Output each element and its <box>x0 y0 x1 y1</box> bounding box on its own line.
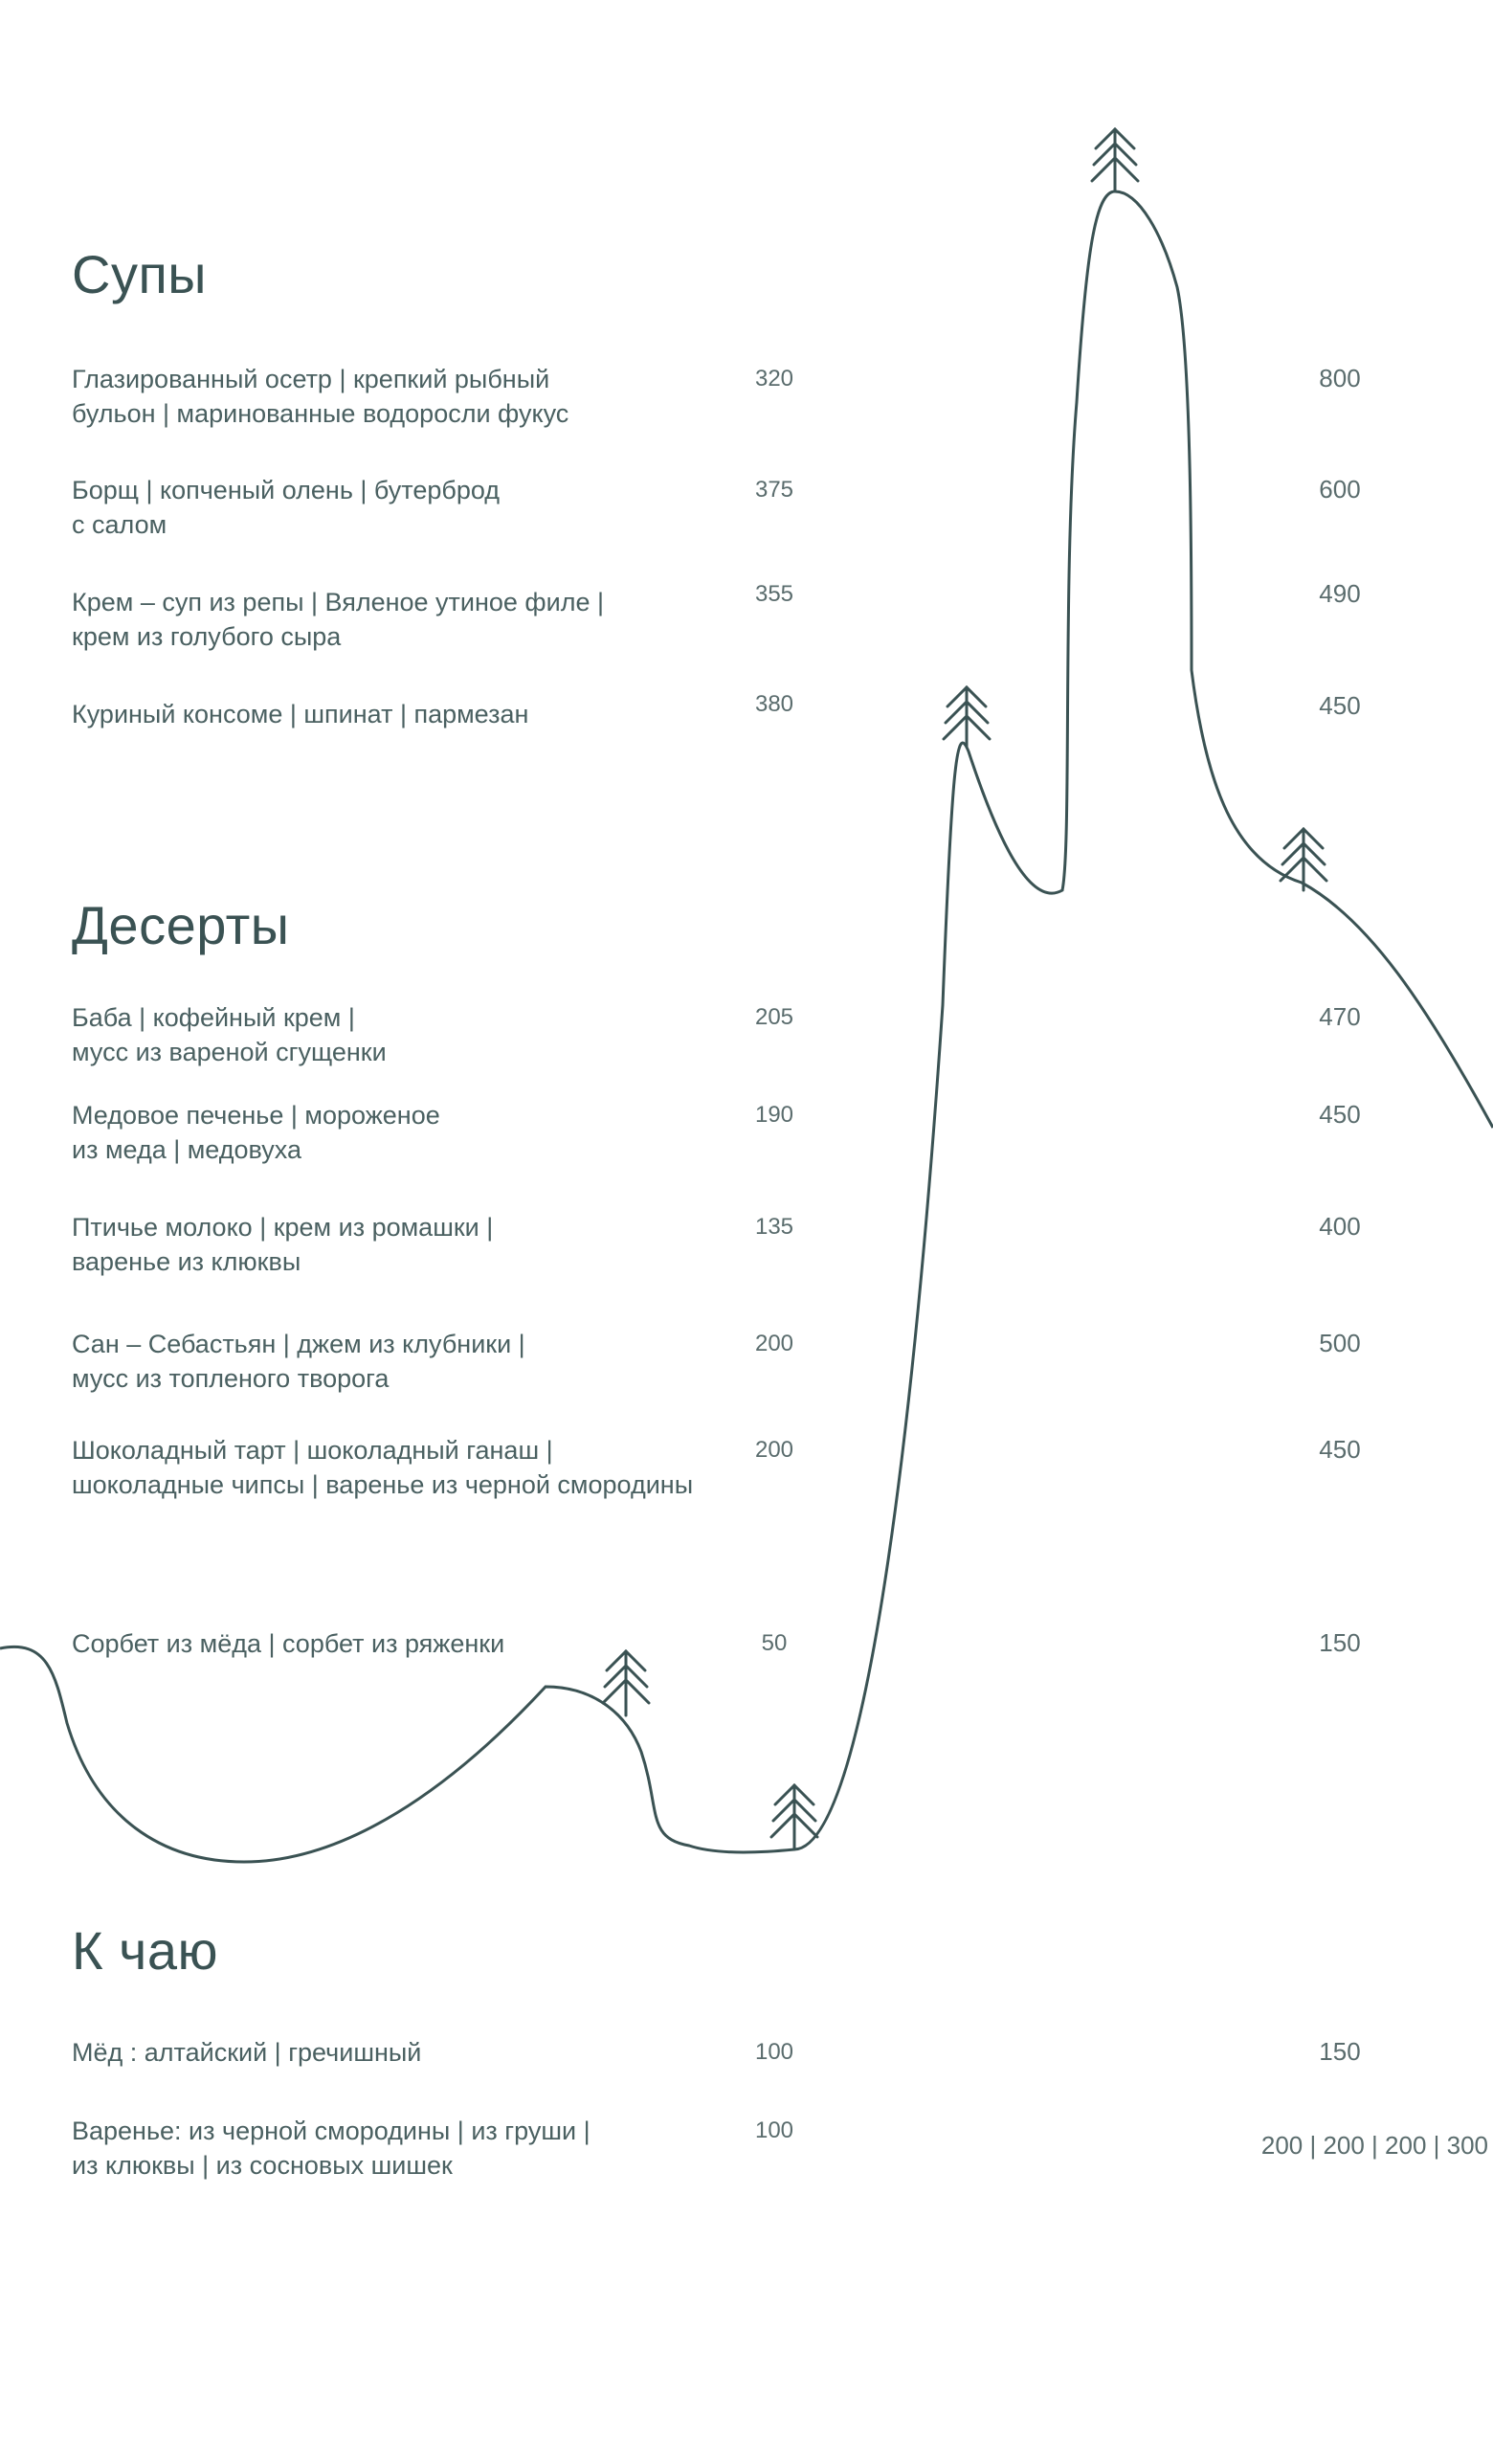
menu-item <box>72 691 1488 783</box>
item-weight: 50 <box>761 1630 788 1656</box>
item-weight: 375 <box>754 477 794 503</box>
item-name: Варенье: из черной смородины | из груши | из клюквы | из сосновых шишек <box>72 2117 591 2180</box>
item-weight: 190 <box>754 1102 794 1128</box>
item-name: Сорбет из мёда | сорбет из ряженки <box>72 1629 505 1658</box>
item-price: 150 <box>1319 1628 1361 1657</box>
pine-tree-icon <box>1092 129 1138 191</box>
menu-item <box>72 1626 1488 1713</box>
item-name: Куриный консоме | шпинат | пармезан <box>72 700 529 728</box>
item-price: 800 <box>1319 364 1361 392</box>
item-weight: 100 <box>754 2039 794 2065</box>
section-title-tea: К чаю <box>72 1920 218 1981</box>
section-title-soups: Супы <box>72 244 208 304</box>
item-name: Баба | кофейный крем | мусс из вареной сгущенки <box>72 1003 387 1066</box>
menu-item <box>72 1327 1488 1413</box>
item-weight: 100 <box>754 2117 794 2143</box>
item-name: Сан – Себастьян | джем из клубники | мусс из топленого творога <box>72 1330 525 1393</box>
item-price: 600 <box>1319 475 1361 504</box>
item-weight: 135 <box>754 1214 794 1240</box>
item-name: Птичье молоко | крем из ромашки | варенье из клюквы <box>72 1213 494 1276</box>
menu-item <box>72 1098 1488 1184</box>
item-price: 470 <box>1319 1002 1361 1031</box>
menu-item <box>72 2035 1488 2121</box>
section-title-desserts: Десерты <box>72 895 290 955</box>
item-price: 200 | 200 | 200 | 300 <box>1260 2131 1488 2160</box>
item-name: Шоколадный тарт | шоколадный ганаш | шоколадные чипсы | варенье из черной смородины <box>72 1436 694 1499</box>
item-price: 150 <box>1319 2037 1361 2066</box>
item-name: Медовое печенье | мороженое из меда | медовуха <box>72 1101 440 1164</box>
item-name: Глазированный осетр | крепкий рыбный бульон | маринованные водоросли фукус <box>72 365 569 428</box>
item-name: Мёд : алтайский | гречишный <box>72 2038 422 2067</box>
menu-item <box>72 579 1488 671</box>
menu-item <box>72 1433 1488 1519</box>
item-weight: 205 <box>754 1004 794 1030</box>
item-price: 500 <box>1319 1329 1361 1357</box>
item-price: 450 <box>1319 691 1361 720</box>
menu-item <box>72 2114 1488 2200</box>
item-price: 490 <box>1319 579 1361 608</box>
menu-item <box>72 473 1488 559</box>
item-price: 450 <box>1319 1435 1361 1464</box>
pine-tree-icon <box>1281 829 1326 890</box>
menu-item <box>72 1000 1488 1086</box>
item-price: 450 <box>1319 1100 1361 1129</box>
menu-item <box>72 362 1488 448</box>
item-weight: 355 <box>754 581 794 607</box>
item-weight: 380 <box>754 691 794 717</box>
menu-item <box>72 1210 1488 1296</box>
item-price: 400 <box>1319 1212 1361 1241</box>
pine-tree-icon <box>771 1785 817 1849</box>
item-name: Борщ | копченый олень | бутерброд с салом <box>72 476 501 539</box>
item-weight: 200 <box>754 1437 794 1463</box>
item-weight: 200 <box>754 1331 794 1356</box>
item-name: Крем – суп из репы | Вяленое утиное филе | крем из голубого сыра <box>72 588 605 651</box>
item-weight: 320 <box>754 366 794 392</box>
